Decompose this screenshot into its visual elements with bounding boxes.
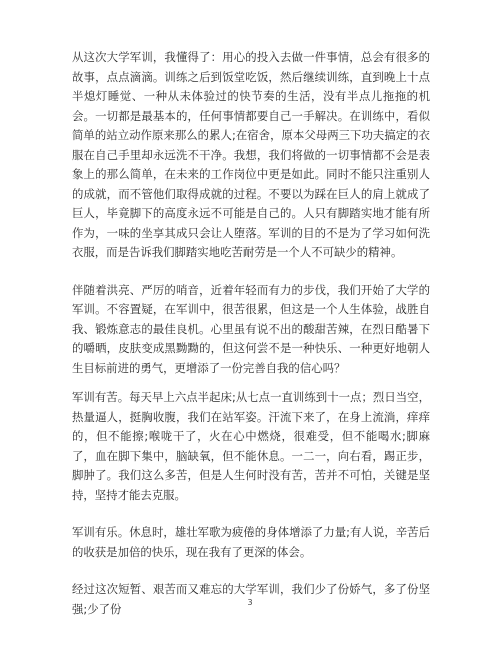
paragraph-spacer (72, 505, 430, 523)
paragraph-2: 伴随着洪亮、严厉的哨音，近着年轻而有力的步伐，我们开始了大学的军训。不容置疑，在军训中，很苦很累，但这是一个人生体验，战胜自我、锻炼意志的最佳良机。心里虽有说不出的酸甜苦辣，在烈日酷暑下的嚼晒，皮肤变成黑黝黝的，但这何尝不是一种快乐、一种更好地朝人生目标前进的勇气，更增添了一份完善自我的信心吗？ (72, 282, 430, 375)
paragraph-4: 军训有乐。休息时，雄壮军歌为疲倦的身体增添了力量;有人说，辛苦后的收获是加倍的快乐，现在我有了更深的体会。 (72, 525, 430, 559)
paragraph-1: 从这次大学军训，我懂得了：用心的投入去做一件事情，总会有很多的故事，点点滴滴。训练之后到饭堂吃饭，然后继续训练，直到晚上十点半熄灯睡觉、一种从未体验过的快节奏的生活，没有半点儿拖拖的机会。一切都是最基本的，任何事情都要自己一手解决。在训练中，看似简单的站立动作原来那么的累人;在宿舍，原本父母两三下功夫搞定的衣服在自己手里却永远洗不干净。我想，我们将做的一切事情都不会是表象上的那么简单，在未来的工作岗位中更是如此。同时不能只注重别人的成就，而不管他们取得成就的过程。不要以为踩在巨人的肩上就成了巨人，毕竟脚下的高度永远不可能是自己的。人只有脚踏实地才能有所作为，一味的坐享其成只会让人堕落。军训的目的不是为了学习如何洗衣服，而是告诉我们脚踏实地吃苦耐劳是一个人不可缺少的精神。 (72, 50, 430, 259)
paragraph-spacer (72, 263, 430, 281)
body-text (72, 48, 430, 619)
paragraph-spacer (72, 378, 430, 388)
paragraph-3: 军训有苦。每天早上六点半起床;从七点一直训练到十一点；烈日当空，热量逼人，挺胸收腹，我们在站军姿。汗流下来了，在身上流淌，痒痒的，但不能擦;喉咙干了，火在心中燃烧，很难受，但不能喝水;脚麻了，血在脚下集中，脑缺氧，但不能休息。一二一，向右看，踢正步，脚肿了。我们这么多苦，但是人生何时没有苦，苦并不可怕，关键是坚持，坚持才能去克服。 (72, 390, 430, 502)
page-number: 3 (247, 598, 253, 607)
paragraph-spacer (72, 562, 430, 580)
paragraph-5: 经过这次短暂、艰苦而又难忘的大学军训，我们少了份娇气，多了份坚强;少了份 (72, 582, 430, 616)
